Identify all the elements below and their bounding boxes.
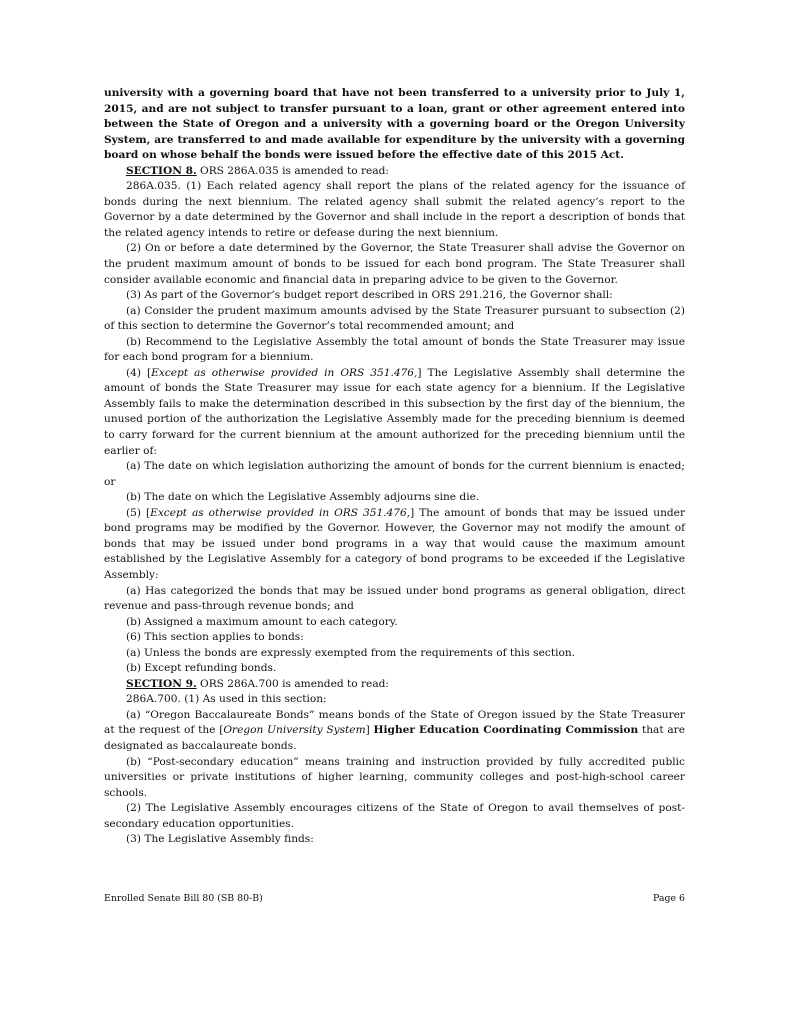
document-body xyxy=(104,86,685,848)
paragraph xyxy=(104,366,685,459)
paragraph: (3) As part of the Governor’s budget report described in ORS 291.216, the Governor shall: xyxy=(126,289,613,302)
paragraph: 286A.700. (1) As used in this section: xyxy=(126,693,327,706)
section-9-heading: SECTION 9. xyxy=(126,677,197,690)
bill-name: Enrolled Senate Bill 80 (SB 80-B) xyxy=(104,893,263,904)
paragraph: (b) Recommend to the Legislative Assembly the total amount of bonds the State Treasurer may issue for each bond program for a biennium. xyxy=(104,335,685,364)
section-8-text: ORS 286A.035 is amended to read: xyxy=(196,164,389,177)
paragraph: (b) Assigned a maximum amount to each category. xyxy=(126,615,398,628)
paragraph: (a) Unless the bonds are expressly exempted from the requirements of this section. xyxy=(126,646,576,659)
paragraph xyxy=(104,708,685,755)
section-8-heading: SECTION 8. xyxy=(126,164,197,177)
text-run: (a) “Oregon Baccalaureate Bonds” means bonds of the State of Oregon issued by the State Treasurer at the request of the [ xyxy=(104,708,685,737)
paragraph: (b) Except refunding bonds. xyxy=(126,662,277,675)
text-run: ] The amount of bonds that may be issued under bond programs may be modified by the Governor. However, the Governor may not modify the amount of bonds that may be issued under bond programs in a way that would cause the maximum amount established by the Legislative Assembly for a category of bond programs to be exceeded if the Legislative Assembly: xyxy=(104,506,686,581)
paragraph: 286A.035. (1) Each related agency shall report the plans of the related agency for the issuance of bonds during the next biennium. The related agency shall submit the related agency’s report to the Governor by a date determined by the Governor and shall include in the report a description of bonds that the related agency intends to retire or defease during the next biennium. xyxy=(104,180,685,239)
section-9-text: ORS 286A.700 is amended to read: xyxy=(196,677,389,690)
section-9-line xyxy=(104,677,685,693)
bold-paragraph: university with a governing board that have not been transferred to a university prior to July 1, 2015, and are not subject to transfer pursuant to a loan, grant or other agreement entered into between the State of Oregon and a university with a governing board or the Oregon University System, are transferred to and made available for expenditure by the university with a governing board on whose behalf the bonds were issued before the effective date of this 2015 Act. xyxy=(104,87,685,162)
page-footer xyxy=(104,893,685,904)
paragraph: (6) This section applies to bonds: xyxy=(126,631,304,644)
text-run: that are designated as baccalaureate bonds. xyxy=(104,724,685,752)
text-run: (5) [ xyxy=(126,506,151,519)
paragraph: (3) The Legislative Assembly finds: xyxy=(126,833,314,846)
text-run: (4) [ xyxy=(126,366,152,379)
paragraph: (a) Has categorized the bonds that may be issued under bond programs as general obligation, direct revenue and pass-through revenue bonds; and xyxy=(104,584,685,613)
paragraph: (b) The date on which the Legislative Assembly adjourns sine die. xyxy=(126,491,480,504)
paragraph: (a) The date on which legislation authorizing the amount of bonds for the current biennium is enacted; or xyxy=(104,460,685,488)
text-run: ] The Legislative Assembly shall determine the amount of bonds the State Treasurer may issue for each state agency for a biennium. If the Legislative Assembly fails to make the determination described in this subsection by the first day of the biennium, the unused portion of the authorization the Legislative Assembly made for the preceding biennium is deemed to carry forward for the current biennium at the amount authorized for the preceding biennium until the earlier of: xyxy=(104,366,685,457)
paragraph: (2) The Legislative Assembly encourages citizens of the State of Oregon to avail themselves of post-secondary education opportunities. xyxy=(104,802,685,830)
paragraph xyxy=(104,506,685,584)
page-number: Page 6 xyxy=(653,893,685,904)
added-text: Higher Education Coordinating Commission xyxy=(373,724,639,737)
deleted-text: Except as otherwise provided in ORS 351.476, xyxy=(151,366,418,379)
section-8-line xyxy=(104,164,685,180)
text-run: ] xyxy=(365,724,374,737)
paragraph: (b) “Post-secondary education” means training and instruction provided by fully accredited public universities or private institutions of higher learning, community colleges and post-high-school career schools. xyxy=(104,755,685,799)
paragraph: (2) On or before a date determined by the Governor, the State Treasurer shall advise the Governor on the prudent maximum amount of bonds to be issued for each bond program. The State Treasurer shall consider available economic and financial data in preparing advice to be given to the Governor. xyxy=(104,242,685,286)
deleted-text: Except as otherwise provided in ORS 351.476, xyxy=(150,506,411,519)
deleted-text: Oregon University System xyxy=(223,724,366,737)
paragraph: (a) Consider the prudent maximum amounts advised by the State Treasurer pursuant to subsection (2) of this section to determine the Governor’s total recommended amount; and xyxy=(104,304,685,333)
